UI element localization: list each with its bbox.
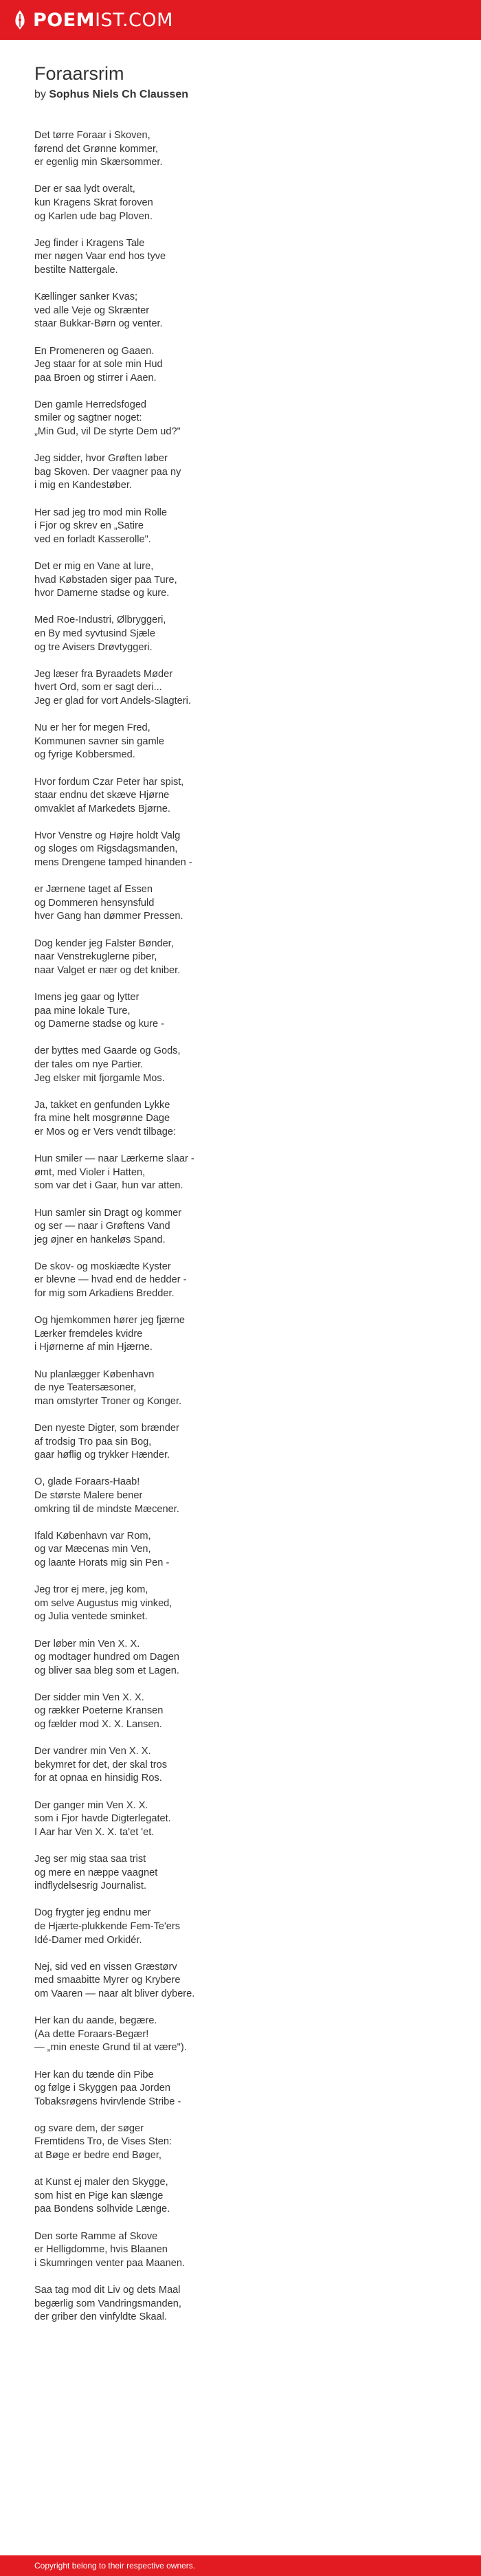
- poem-stanza: [34, 291, 447, 331]
- poem-line: og fælder mod X. X. Lansen.: [34, 1719, 162, 1731]
- poem-line: er blevne — hvad end de hedder -: [34, 1274, 187, 1286]
- poem-stanza: [34, 1422, 447, 1463]
- poem-line: Kommunen savner sin gamle: [34, 735, 164, 747]
- poem-line: En Promeneren og Gaaen.: [34, 345, 155, 357]
- poem-line: er egenlig min Skærsommer.: [34, 157, 163, 168]
- poem-stanza: [34, 1476, 447, 1516]
- poem-stanza: [34, 883, 447, 924]
- poem-line: og Damerne stadse og kure -: [34, 1019, 165, 1030]
- poem-line: Hvor fordum Czar Peter har spist,: [34, 776, 184, 788]
- poem-stanza: [34, 1045, 447, 1085]
- poem-line: naar Venstrekuglerne piber,: [34, 951, 157, 963]
- poem-line: der tales om nye Partier.: [34, 1058, 144, 1070]
- poem-line: Imens jeg gaar og lytter: [34, 992, 139, 1003]
- poem-stanza: [34, 722, 447, 762]
- poem-line: og bliver saa bleg som et Lagen.: [34, 1665, 179, 1676]
- poem-line: bekymret for det, der skal tros: [34, 1759, 168, 1770]
- poem-stanza: [34, 1207, 447, 1247]
- poem-line: Nej, sid ved en vissen Græstørv: [34, 1961, 177, 1973]
- poem-line: gaar høflig og trykker Hænder.: [34, 1450, 170, 1461]
- poem-stanza: [34, 507, 447, 547]
- poem-line: mer nøgen Vaar end hos tyve: [34, 251, 166, 263]
- poem-line: Det er mig en Vane at lure,: [34, 561, 154, 572]
- poem-line: de Hjærte-plukkende Fem-Te'ers: [34, 1920, 181, 1932]
- poem-stanza: [34, 560, 447, 601]
- poem-line: Idé-Damer med Orkidér.: [34, 1934, 142, 1946]
- poem-line: Den sorte Ramme af Skove: [34, 2230, 158, 2242]
- poem-line: og tre Avisers Drøvtyggeri.: [34, 641, 153, 653]
- poem-line: Jeg finder i Kragens Tale: [34, 237, 145, 249]
- poem-stanza: [34, 1584, 447, 1624]
- poem-line: at Bøge er bedre end Bøger,: [34, 2150, 161, 2162]
- poem-line: Der løber min Ven X. X.: [34, 1638, 140, 1650]
- poem-line: Der sidder min Ven X. X.: [34, 1691, 144, 1703]
- poem-line: er Mos og er Vers vendt tilbage:: [34, 1126, 177, 1137]
- poem-line: man omstyrter Troner og Konger.: [34, 1395, 182, 1407]
- poem-line: hvad Købstaden siger paa Ture,: [34, 574, 177, 586]
- poem-line: (Aa dette Foraars-Begær!: [34, 2028, 149, 2040]
- poem-line: I Aar har Ven X. X. ta'et 'et.: [34, 1826, 155, 1838]
- poem-stanza: [34, 2176, 447, 2217]
- poem-line: og Julia ventede sminket.: [34, 1611, 148, 1623]
- site-logo-text: POEMIST.COM: [33, 9, 173, 31]
- poem-line: om selve Augustus mig vinked,: [34, 1597, 172, 1609]
- poem-line: Kællinger sanker Kvas;: [34, 291, 138, 303]
- poem-stanza: [34, 1907, 447, 1947]
- poem-line: som var det i Gaar, hun var atten.: [34, 1180, 183, 1192]
- poem-line: Nu planlægger København: [34, 1368, 155, 1380]
- poem-line: hvert Ord, som er sagt deri...: [34, 682, 162, 693]
- poem-content: [34, 62, 447, 2338]
- poem-line: og Dommeren hensynsfuld: [34, 897, 155, 909]
- poem-line: Dog frygter jeg endnu mer: [34, 1907, 151, 1919]
- poem-line: Jeg ser mig staa saa trist: [34, 1854, 146, 1865]
- poem-line: der byttes med Gaarde og Gods,: [34, 1045, 181, 1057]
- poem-stanza: [34, 345, 447, 386]
- poem-line: for mig som Arkadiens Bredder.: [34, 1288, 175, 1300]
- poem-line: De skov- og moskiædte Kyster: [34, 1261, 171, 1272]
- by-label: by: [34, 89, 46, 100]
- poem-line: Med Roe-Industri, Ølbryggeri,: [34, 614, 166, 626]
- quill-pen-icon: [12, 10, 27, 30]
- poem-line: paa Broen og stirrer i Aaen.: [34, 372, 157, 384]
- poem-line: i Hjørnerne af min Hjærne.: [34, 1342, 153, 1353]
- poem-line: indflydelsesrig Journalist.: [34, 1880, 147, 1892]
- poem-stanza: [34, 1261, 447, 1301]
- poem-stanza: [34, 776, 447, 817]
- poem-line: bag Skoven. Der vaagner paa ny: [34, 466, 181, 478]
- copyright-text: Copyright belong to their respective owners.: [34, 2561, 196, 2571]
- poem-stanza: [34, 1853, 447, 1894]
- poem-stanza: [34, 2014, 447, 2055]
- poem-line: og svare dem, der søger: [34, 2122, 144, 2134]
- poem-line: Her kan du aande, begære.: [34, 2015, 157, 2027]
- poem-line: paa Bondens solhvide Længe.: [34, 2203, 170, 2215]
- poem-line: Dog kender jeg Falster Bønder,: [34, 937, 174, 949]
- poem-line: Hvor Venstre og Højre holdt Valg: [34, 830, 181, 841]
- poem-line: fra mine helt mosgrønne Dage: [34, 1113, 170, 1124]
- poem-line: Jeg læser fra Byraadets Møder: [34, 668, 173, 680]
- poem-line: en By med syvtusind Sjæle: [34, 628, 156, 639]
- poem-line: Der ganger min Ven X. X.: [34, 1799, 148, 1811]
- poem-stanza: [34, 452, 447, 493]
- poem-line: Her kan du tænde din Pibe: [34, 2069, 154, 2080]
- poem-line: Saa tag mod dit Liv og dets Maal: [34, 2285, 181, 2296]
- poem-line: Jeg sidder, hvor Grøften løber: [34, 453, 168, 465]
- poem-line: Tobaksrøgens hvirvlende Stribe -: [34, 2096, 181, 2107]
- top-bar: [0, 0, 481, 40]
- poem-line: om Vaaren — naar alt bliver dybere.: [34, 1988, 195, 1999]
- poem-stanza: [34, 1099, 447, 1140]
- poem-stanza: [34, 183, 447, 223]
- poem-stanza: [34, 1314, 447, 1355]
- poem-line: Hun smiler — naar Lærkerne slaar -: [34, 1153, 194, 1165]
- poem-line: og Karlen ude bag Ploven.: [34, 210, 153, 222]
- poem-line: begærlig som Vandringsmanden,: [34, 2298, 181, 2309]
- poem-stanza: [34, 830, 447, 870]
- poem-line: og laante Horats mig sin Pen -: [34, 1557, 170, 1568]
- poem-line: „Min Gud, vil De styrte Dem ud?": [34, 426, 181, 438]
- poem-stanza: [34, 991, 447, 1032]
- poem-line: Den gamle Herredsfoged: [34, 399, 147, 410]
- poem-byline: [34, 88, 447, 102]
- poem-line: O, glade Foraars-Haab!: [34, 1476, 140, 1488]
- poem-stanza: [34, 1961, 447, 2001]
- poem-line: ved en forladt Kasserolle".: [34, 533, 151, 545]
- poem-stanza: [34, 2284, 447, 2324]
- poem-line: for at opnaa en hinsidig Ros.: [34, 1773, 162, 1784]
- poem-line: Den nyeste Digter, som brænder: [34, 1423, 179, 1434]
- poem-stanza: [34, 668, 447, 709]
- poem-stanza: [34, 1638, 447, 1678]
- poem-line: bestilte Nattergale.: [34, 264, 118, 276]
- poem-line: at Kunst ej maler den Skygge,: [34, 2177, 168, 2188]
- poem-stanza: [34, 2069, 447, 2109]
- poem-line: Jeg er glad for vort Andels-Slagteri.: [34, 695, 191, 707]
- poem-line: og sloges om Rigsdagsmanden,: [34, 843, 178, 855]
- poem-stanza: [34, 1153, 447, 1193]
- poem-line: i mig en Kandestøber.: [34, 480, 132, 491]
- poem-stanza: [34, 937, 447, 978]
- poem-line: Jeg elsker mit fjorgamle Mos.: [34, 1072, 165, 1084]
- poem-title: Foraarsrim: [34, 63, 124, 84]
- poem-line: Her sad jeg tro mod min Rolle: [34, 507, 168, 518]
- poem-line: Lærker fremdeles kvidre: [34, 1328, 143, 1340]
- poem-line: Nu er her for megen Fred,: [34, 722, 150, 734]
- poem-line: ømt, med Violer i Hatten,: [34, 1166, 146, 1178]
- poem-stanza: [34, 237, 447, 278]
- footer-bar: [0, 2555, 481, 2576]
- poem-line: og rækker Poeterne Kransen: [34, 1705, 164, 1717]
- poem-stanza: [34, 2230, 447, 2271]
- poem-line: — „min eneste Grund til at være").: [34, 2042, 187, 2054]
- poem-line: er Helligdomme, hvis Blaanen: [34, 2244, 168, 2256]
- poem-line: som hist en Pige kan slænge: [34, 2190, 164, 2201]
- poem-line: hvor Damerne stadse og kure.: [34, 588, 170, 599]
- poem-line: ved alle Veje og Skrænter: [34, 304, 150, 316]
- poem-line: mens Drengene tamped hinanden -: [34, 857, 192, 869]
- poem-line: førend det Grønne kommer,: [34, 143, 159, 155]
- poem-line: staar endnu det skæve Hjørne: [34, 790, 170, 801]
- poem-stanza: [34, 1691, 447, 1732]
- poem-line: Ja, takket en genfunden Lykke: [34, 1099, 170, 1111]
- poem-stanza: [34, 2122, 447, 2163]
- poem-line: smiler og sagtner noget:: [34, 412, 142, 424]
- poem-line: er Jærnene taget af Essen: [34, 884, 153, 896]
- poem-line: og modtager hundred om Dagen: [34, 1652, 179, 1663]
- poem-stanza: [34, 1745, 447, 1786]
- poem-line: De største Malere bener: [34, 1489, 143, 1501]
- poem-line: staar Bukkar-Børn og venter.: [34, 318, 163, 330]
- poem-line: der griber den vinfyldte Skaal.: [34, 2311, 168, 2323]
- poem-line: paa mine lokale Ture,: [34, 1005, 131, 1017]
- poem-line: og var Mæcenas min Ven,: [34, 1544, 151, 1555]
- poem-line: Der er saa lydt overalt,: [34, 184, 135, 195]
- poem-line: omvaklet af Markedets Bjørne.: [34, 803, 170, 814]
- poem-line: Jeg staar for at sole min Hud: [34, 359, 163, 370]
- poem-line: kun Kragens Skrat foroven: [34, 197, 153, 208]
- poem-line: hver Gang han dømmer Pressen.: [34, 911, 183, 922]
- poem-line: naar Valget er nær og det kniber.: [34, 964, 181, 976]
- poem-stanza: [34, 1799, 447, 1840]
- poem-line: i Fjor og skrev en „Satire: [34, 520, 144, 532]
- poem-line: omkring til de mindste Mæcener.: [34, 1503, 179, 1515]
- poem-stanza: [34, 614, 447, 654]
- poem-line: Hun samler sin Dragt og kommer: [34, 1207, 182, 1219]
- poem-line: Fremtidens Tro, de Vises Sten:: [34, 2136, 172, 2148]
- poem-line: Ifald København var Rom,: [34, 1530, 151, 1542]
- poem-line: og ser — naar i Grøftens Vand: [34, 1221, 170, 1232]
- site-logo[interactable]: [12, 10, 173, 31]
- poem-body: [34, 129, 447, 2324]
- poem-line: i Skumringen venter paa Maanen.: [34, 2257, 186, 2269]
- poem-line: Og hjemkommen hører jeg fjærne: [34, 1315, 185, 1326]
- poem-stanza: [34, 399, 447, 439]
- poem-line: Det tørre Foraar i Skoven,: [34, 130, 150, 141]
- poem-line: og mere en næppe vaagnet: [34, 1867, 158, 1878]
- poem-line: Jeg tror ej mere, jeg kom,: [34, 1584, 148, 1596]
- poem-line: af trodsig Tro paa sin Bog,: [34, 1436, 152, 1447]
- poem-line: og fyrige Kobbersmed.: [34, 749, 135, 761]
- poem-stanza: [34, 1368, 447, 1409]
- poem-line: jeg øjner en hankeløs Spand.: [34, 1234, 166, 1245]
- poem-line: med smaabitte Myrer og Krybere: [34, 1975, 181, 1986]
- poem-line: Der vandrer min Ven X. X.: [34, 1746, 151, 1757]
- poem-line: og følge i Skyggen paa Jorden: [34, 2083, 170, 2094]
- poem-line: som i Fjor havde Digterlegatet.: [34, 1813, 171, 1825]
- poem-stanza: [34, 129, 447, 170]
- poem-stanza: [34, 1530, 447, 1570]
- author-link[interactable]: Sophus Niels Ch Claussen: [49, 89, 189, 100]
- poem-line: de nye Teatersæsoner,: [34, 1382, 137, 1394]
